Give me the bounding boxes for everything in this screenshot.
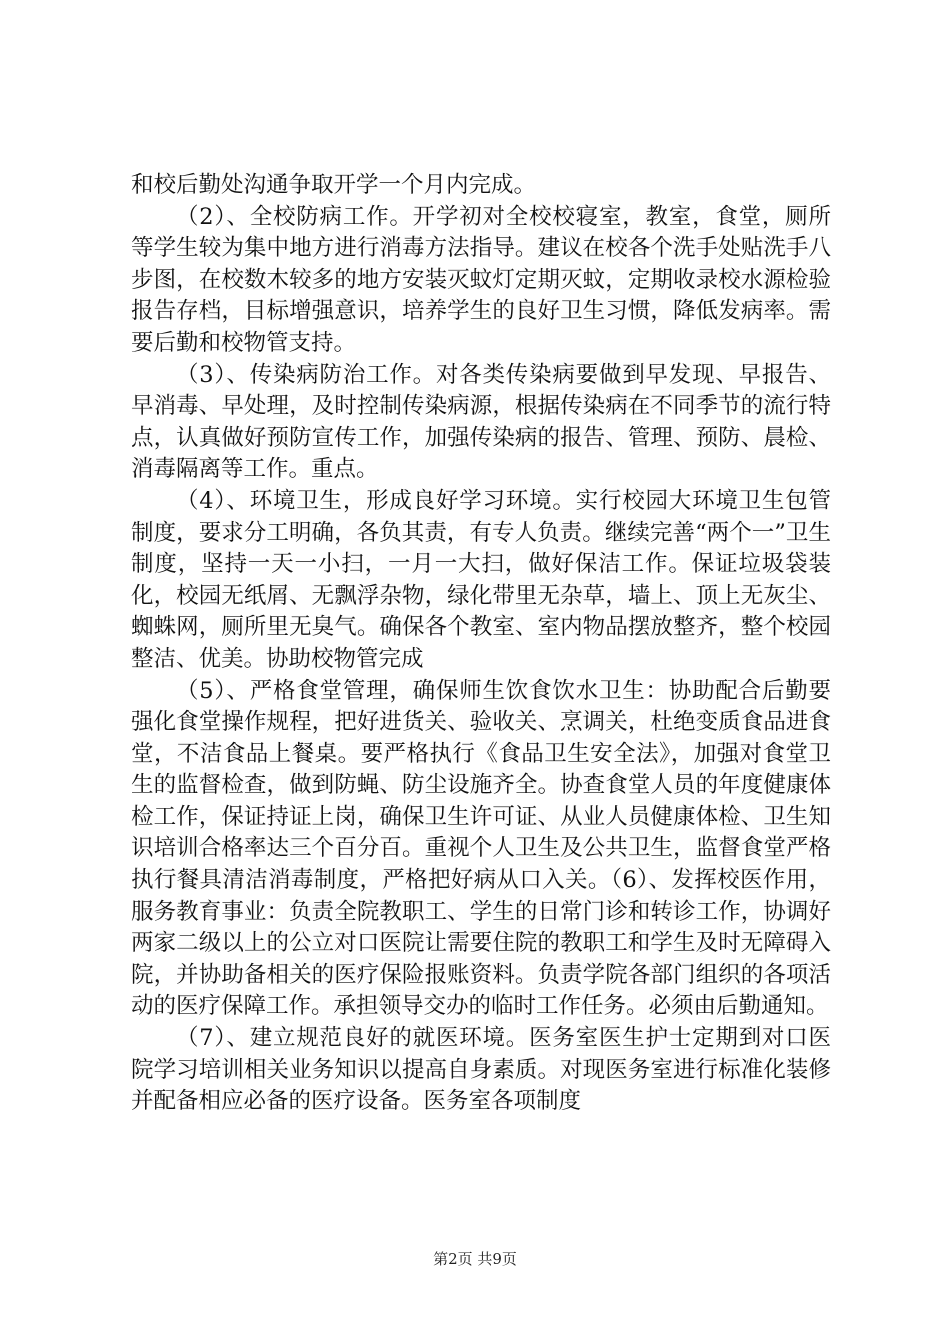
- paragraph-item-7: （7）、建立规范良好的就医环境。医务室医生护士定期到对口医院学习培训相关业务知识以提高自身素质。对现医务室进行标准化装修并配备相应必备的医疗设备。医务室各项制度: [131, 1025, 831, 1115]
- paragraph-continuation: 和校后勤处沟通争取开学一个月内完成。: [131, 172, 537, 198]
- body-text: [131, 170, 831, 1118]
- paragraph-item-5: （5）、严格食堂管理，确保师生饮食饮水卫生：协助配合后勤要强化食堂操作规程，把好进货关、验收关、烹调关，杜绝变质食品进食堂，不洁食品上餐桌。要严格执行《食品卫生安全法》，加强对食堂卫生的监督检查，做到防蝇、防尘设施齐全。协查食堂人员的年度健康体检工作，保证持证上岗，确保卫生许可证、从业人员健康体检、卫生知识培训合格率达三个百分百。重视个人卫生及公共卫生，监督食堂严格执行餐具清洁消毒制度，严格把好病从口入关。（6）、发挥校医作用，服务教育事业：负责全院教职工、学生的日常门诊和转诊工作，协调好两家二级以上的公立对口医院让需要住院的教职工和学生及时无障碍入院，并协助备相关的医疗保险报账资料。负责学院各部门组织的各项活动的医疗保障工作。承担领导交办的临时工作任务。必须由后勤通知。: [131, 677, 831, 1020]
- paragraph-item-2: （2）、全校防病工作。开学初对全校校寝室，教室，食堂，厕所等学生较为集中地方进行消毒方法指导。建议在校各个洗手处贴洗手八步图，在校数木较多的地方安装灭蚊灯定期灭蚊，定期收录校水源检验报告存档，目标增强意识，培养学生的良好卫生习惯，降低发病率。需要后勤和校物管支持。: [131, 203, 831, 356]
- page-number-footer: 第2页 共9页: [433, 1250, 517, 1268]
- paragraph-item-3: （3）、传染病防治工作。对各类传染病要做到早发现、早报告、早消毒、早处理，及时控制传染病源，根据传染病在不同季节的流行特点，认真做好预防宣传工作，加强传染病的报告、管理、预防、晨检、消毒隔离等工作。重点。: [131, 361, 831, 483]
- paragraph-item-4: （4）、环境卫生，形成良好学习环境。实行校园大环境卫生包管制度，要求分工明确，各负其责，有专人负责。继续完善“两个一”卫生制度，坚持一天一小扫，一月一大扫，做好保洁工作。保证垃圾袋装化，校园无纸屑、无飘浮杂物，绿化带里无杂草，墙上、顶上无灰尘、蜘蛛网，厕所里无臭气。确保各个教室、室内物品摆放整齐，整个校园整洁、优美。协助校物管完成: [131, 487, 831, 672]
